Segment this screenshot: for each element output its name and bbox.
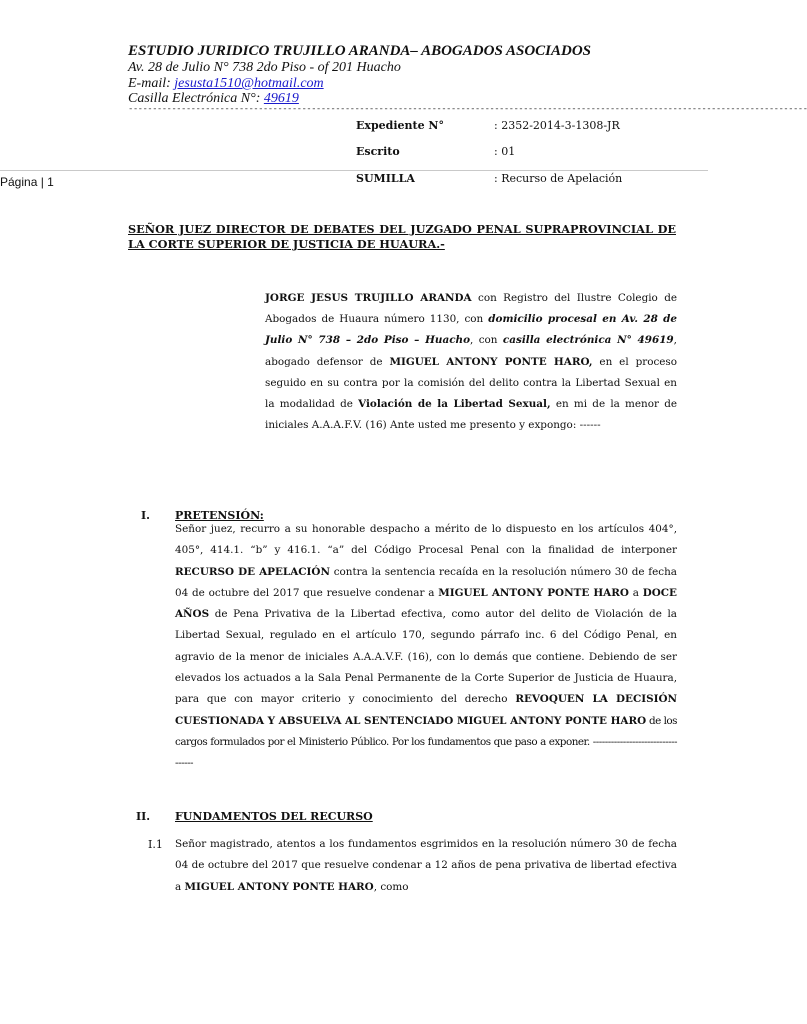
client-name: MIGUEL ANTONY PONTE HARO bbox=[184, 880, 374, 893]
casilla-label: Casilla Electrónica N°: bbox=[128, 91, 264, 106]
intro-text: , abogado defensor de bbox=[265, 334, 677, 368]
sentence-length: DOCE AÑOS bbox=[175, 586, 677, 621]
client-name: MIGUEL ANTONY PONTE HARO, bbox=[389, 355, 593, 368]
sumilla-value: : Recurso de Apelación bbox=[494, 172, 623, 185]
petition-revoke: REVOQUEN LA DECISIÓN CUESTIONADA Y ABSUELVA AL SENTENCIADO MIGUEL ANTONY PONTE HARO bbox=[175, 693, 678, 727]
lawyer-name: JORGE JESUS TRUJILLO ARANDA bbox=[265, 292, 472, 304]
intro-text: con Registro del Ilustre Colegio de Abogados de Huaura número 1130, con bbox=[265, 292, 677, 326]
section-1-text: de Pena Privativa de la Libertad efectiva, como autor del delito de Violación de la Libertad Sexual, regulado en el artículo 170, segundo párrafo inc. 6 del Código Penal, en agravio de la menor de iniciales A.A.A.V.F. (16), con lo demás que contiene. Debiendo de ser elevados los actuados a la Sala Penal Permanente de la Corte Superior de Justicia de Huaura, para que con mayor criterio y conocimiento del derecho bbox=[175, 608, 677, 706]
item-number: I.1 bbox=[148, 838, 163, 851]
section-1-number: I. bbox=[141, 509, 150, 522]
expediente-label: Expediente N° bbox=[356, 119, 444, 132]
section-2-text: Señor magistrado, atentos a los fundamentos esgrimidos en la resolución número 30 de fecha 04 de octubre del 2017 que resuelve condenar a 12 años de pena privativa de libertad efectiva a bbox=[175, 838, 677, 893]
section-2-number: II. bbox=[136, 810, 151, 823]
recurso-apelacion: RECURSO DE APELACIÓN bbox=[175, 565, 330, 578]
escrito-value: : 01 bbox=[494, 145, 516, 158]
section-1-text: de los cargos formulados por el Ministerio Público. Por los fundamentos que paso a exponer. ---------------------------------- bbox=[175, 714, 677, 770]
section-1-title: PRETENSIÓN: bbox=[175, 509, 264, 522]
firm-name: ESTUDIO JURIDICO TRUJILLO ARANDA– ABOGADOS ASOCIADOS bbox=[128, 43, 592, 59]
intro-text: en el proceso seguido en su contra por la comisión del delito contra la Libertad Sexual en la modalidad de bbox=[265, 355, 678, 411]
addressee: SEÑOR JUEZ DIRECTOR DE DEBATES DEL JUZGADO PENAL SUPRAPROVINCIAL DE LA CORTE SUPERIOR DE JUSTICIA DE HUAURA.- bbox=[128, 222, 676, 251]
domicilio-procesal: domicilio procesal en Av. 28 de Julio N° 738 – 2do Piso – Huacho bbox=[265, 313, 677, 347]
page-header-rule bbox=[0, 170, 708, 171]
page-number: Página | 1 bbox=[0, 175, 54, 189]
sumilla-label: SUMILLA bbox=[356, 172, 415, 185]
section-2-text: , como bbox=[373, 880, 409, 893]
section-1-text: Señor juez, recurro a su honorable despacho a mérito de lo dispuesto en los artículos 404°, 405°, 414.1. “b” y 416.1. “a” del Código Procesal Penal con la finalidad de interponer bbox=[175, 523, 677, 557]
section-2-title: FUNDAMENTOS DEL RECURSO bbox=[175, 810, 373, 823]
section-2-body bbox=[175, 834, 677, 898]
casilla-link[interactable]: 49619 bbox=[263, 91, 299, 106]
expediente-value: : 2352-2014-3-1308-JR bbox=[494, 119, 620, 132]
intro-text: en mi de la menor de iniciales A.A.A.F.V. (16) Ante usted me presento y expongo: ------ bbox=[265, 398, 678, 432]
intro-paragraph bbox=[265, 288, 677, 436]
client-name: MIGUEL ANTONY PONTE HARO bbox=[438, 586, 629, 599]
casilla-electronica: casilla electrónica N° 49619 bbox=[502, 334, 674, 347]
letterhead-separator: --------------------------------------------------------------------------------------------------------------------------------------------- bbox=[128, 104, 807, 114]
intro-text: , con bbox=[470, 334, 503, 347]
section-1-text: a bbox=[628, 586, 643, 599]
crime-name: Violación de la Libertad Sexual, bbox=[358, 398, 551, 411]
email-link[interactable]: jesusta1510@hotmail.com bbox=[174, 76, 324, 91]
section-1-body bbox=[175, 519, 677, 775]
section-1-text: contra la sentencia recaída en la resolución número 30 de fecha 04 de octubre del 2017 que resuelve condenar a bbox=[175, 565, 677, 599]
email-label: E-mail: bbox=[128, 76, 175, 91]
escrito-label: Escrito bbox=[356, 145, 400, 158]
firm-address: Av. 28 de Julio N° 738 2do Piso - of 201 Huacho bbox=[128, 60, 401, 75]
